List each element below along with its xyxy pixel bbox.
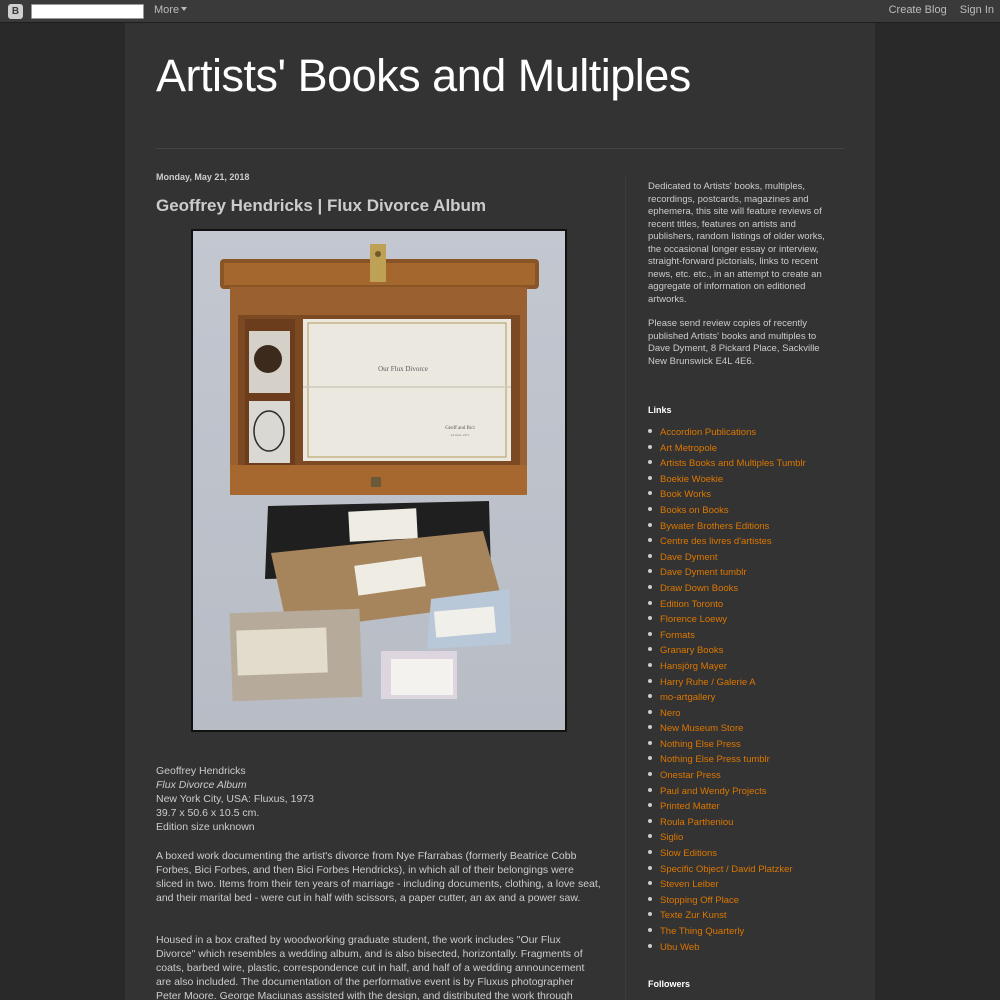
sidebar-link[interactable]: Ubu Web: [648, 940, 806, 956]
sidebar-link[interactable]: Artists Books and Multiples Tumblr: [648, 456, 806, 472]
sidebar-link[interactable]: Harry Ruhe / Galerie A: [648, 675, 806, 691]
sidebar-link[interactable]: Nero: [648, 706, 806, 722]
sign-in-link[interactable]: Sign In: [959, 4, 994, 16]
sidebar-link[interactable]: Centre des livres d'artistes: [648, 534, 806, 550]
sidebar-link[interactable]: Boekie Woekie: [648, 472, 806, 488]
post-paragraph: Housed in a box crafted by woodworking graduate student, the work includes "Our Flux Divorce" which resembles a wedding album, and is also bisected, horizontally. Fragments of coats, barbed wire, plastic, correspondence cut in half, and half of a wedding announcement are also included. The documentation of the performative event is by Fluxus photographer Peter Moore. George Maciunas assisted with the design, and distributed the work through: [156, 934, 585, 1000]
sidebar-link[interactable]: Granary Books: [648, 643, 806, 659]
description-paragraph: Dedicated to Artists' books, multiples, recordings, postcards, magazines and ephemera, this site will feature reviews of recent titles, features on artists and publishers, random listings of older works, the occasional longer essay or interview, straight-forward pictorials, links to recent news, etc. etc., in an attempt to create an aggregate of information on editioned artworks.: [648, 181, 825, 305]
sidebar-link[interactable]: Books on Books: [648, 503, 806, 519]
sidebar-link[interactable]: Dave Dyment: [648, 550, 806, 566]
navbar-actions: [879, 4, 994, 16]
meta-edition: Edition size unknown: [156, 821, 255, 833]
album-title: Our Flux Divorce: [378, 365, 428, 373]
sidebar-link[interactable]: Texte Zur Kunst: [648, 908, 806, 924]
post-date: Monday, May 21, 2018: [156, 172, 250, 182]
album-signature: Geoff and Bici: [445, 426, 475, 431]
sidebar-link[interactable]: Steven Leiber: [648, 877, 806, 893]
links-list: [648, 425, 806, 955]
sidebar-link[interactable]: Art Metropole: [648, 441, 806, 457]
links-heading: Links: [648, 405, 672, 415]
meta-publisher: New York City, USA: Fluxus, 1973: [156, 793, 314, 805]
sidebar-link[interactable]: Accordion Publications: [648, 425, 806, 441]
sidebar-link[interactable]: Slow Editions: [648, 846, 806, 862]
blog-description: [648, 181, 838, 380]
post-paragraph: A boxed work documenting the artist's divorce from Nye Ffarrabas (formerly Beatrice Cobb Forbes, Bici Forbes, and then Bici Forbes Hendricks), in which all of their belongings were sliced in two. Items from their ten years of marriage - including documents, clothing, a love seat, and their marital bed - were cut in half with scissors, a paper cutter, an ax and a power saw.: [156, 850, 601, 904]
sidebar-link[interactable]: Draw Down Books: [648, 581, 806, 597]
sidebar-link[interactable]: Paul and Wendy Projects: [648, 784, 806, 800]
sidebar-link[interactable]: Edition Toronto: [648, 597, 806, 613]
flux-divorce-album-photo: [193, 231, 565, 730]
sidebar-link[interactable]: Dave Dyment tumblr: [648, 565, 806, 581]
meta-dimensions: 39.7 x 50.6 x 10.5 cm.: [156, 807, 260, 819]
post-title[interactable]: Geoffrey Hendricks | Flux Divorce Album: [156, 196, 487, 215]
sidebar-link[interactable]: Siglio: [648, 830, 806, 846]
search-input[interactable]: [31, 4, 144, 19]
meta-work-title: Flux Divorce Album: [156, 779, 247, 791]
create-blog-link[interactable]: Create Blog: [888, 4, 947, 16]
sidebar-divider: [625, 175, 626, 1000]
sidebar-link[interactable]: Nothing Else Press: [648, 737, 806, 753]
sidebar-link[interactable]: Book Works: [648, 487, 806, 503]
blogger-logo-icon[interactable]: B: [8, 4, 23, 19]
header-divider: [156, 148, 844, 149]
sidebar-link[interactable]: mo-artgallery: [648, 690, 806, 706]
sidebar-link[interactable]: Roula Partheniou: [648, 815, 806, 831]
more-label: More: [154, 4, 180, 16]
sidebar-link[interactable]: Nothing Else Press tumblr: [648, 752, 806, 768]
blogger-navbar: [0, 0, 1000, 23]
meta-artist: Geoffrey Hendricks: [156, 765, 246, 777]
sidebar-link[interactable]: Florence Loewy: [648, 612, 806, 628]
blog-title[interactable]: Artists' Books and Multiples: [156, 50, 691, 101]
chevron-down-icon: [181, 7, 187, 11]
sidebar-link[interactable]: Hansjörg Mayer: [648, 659, 806, 675]
sidebar-link[interactable]: Formats: [648, 628, 806, 644]
album-date: 24 June 1971: [450, 433, 470, 437]
sidebar-link[interactable]: Onestar Press: [648, 768, 806, 784]
sidebar-link[interactable]: New Museum Store: [648, 721, 806, 737]
more-menu-button[interactable]: [154, 4, 187, 16]
sidebar-link[interactable]: Printed Matter: [648, 799, 806, 815]
post-meta: [156, 764, 314, 834]
sidebar-link[interactable]: Specific Object / David Platzker: [648, 862, 806, 878]
sidebar-link[interactable]: The Thing Quarterly: [648, 924, 806, 940]
sidebar-link[interactable]: Stopping Off Place: [648, 893, 806, 909]
sidebar-link[interactable]: Bywater Brothers Editions: [648, 519, 806, 535]
description-paragraph: Please send review copies of recently published Artists' books and multiples to Dave Dyment, 8 Pickard Place, Sackville New Brunswick E4L 4E6.: [648, 318, 820, 367]
post-image[interactable]: [191, 229, 567, 732]
followers-heading: Followers: [648, 979, 691, 989]
